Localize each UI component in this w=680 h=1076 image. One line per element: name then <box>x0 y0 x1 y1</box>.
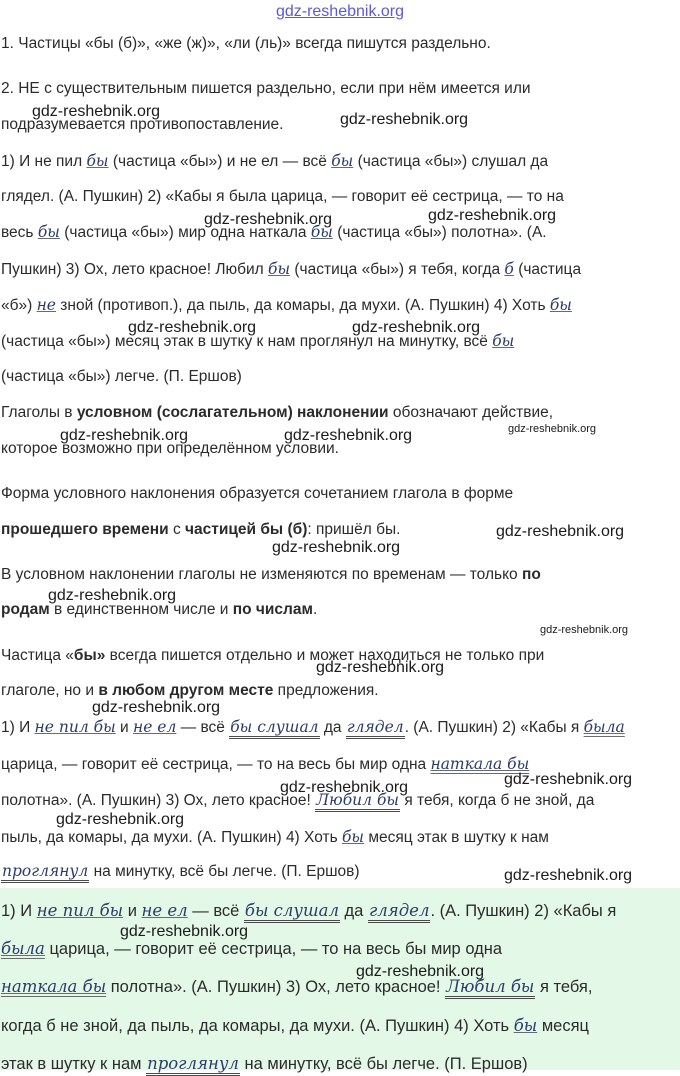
predicate: проглянул <box>1 862 89 883</box>
text: зной (противоп.), да пыль, да комары, да мухи. (А. Пушкин) 4) Хоть <box>55 297 550 314</box>
text: : пришёл бы. <box>307 521 401 538</box>
answer-line-3 <box>1 977 592 999</box>
example-1-line-4 <box>1 259 581 280</box>
answer-line-2 <box>1 939 502 959</box>
watermark: gdz-reshebnik.org <box>540 624 629 636</box>
term-bold: в любом другом месте <box>98 682 274 699</box>
example-2-line-2 <box>1 754 529 775</box>
watermark: gdz-reshebnik.org <box>280 779 409 796</box>
text: (частица «бы») слушал да <box>353 153 549 170</box>
text: да <box>319 719 346 736</box>
form-paragraph-line-2 <box>1 520 400 540</box>
predicate: наткала бы <box>1 977 107 996</box>
particle-by: бы <box>341 828 365 846</box>
watermark: gdz-reshebnik.org <box>56 811 185 828</box>
text: (частица «бы») и не ел — всё <box>108 153 332 170</box>
text: пыль, да комары, да мухи. (А. Пушкин) 4) Хоть <box>1 829 342 846</box>
answer-line-5 <box>1 1054 528 1076</box>
predicate: была <box>583 718 625 736</box>
text: глаголе, но и <box>1 682 99 699</box>
particle-by: бы <box>310 223 333 241</box>
term-bold: по числам <box>232 601 313 618</box>
text: . (А. Пушкин) 2) «Кабы я <box>430 902 617 920</box>
verbs-paragraph-line-1 <box>1 403 553 423</box>
term-bold: прошедшего времени <box>1 521 169 538</box>
text: 1) И не пил <box>1 153 87 170</box>
text: (частица «бы») я тебя, когда <box>290 261 505 278</box>
particle-by: бы <box>492 332 515 350</box>
site-link[interactable]: gdz-reshebnik.org <box>275 3 405 20</box>
text: я тебя, <box>535 978 593 996</box>
text: Глаголы в <box>1 404 77 421</box>
predicate: Любил бы <box>445 978 535 999</box>
watermark: gdz-reshebnik.org <box>204 211 333 228</box>
text: царица, — говорит её сестрица, — то на весь бы мир одна <box>44 940 503 958</box>
predicate: не пил бы <box>34 718 116 736</box>
particle-paragraph-line-1 <box>1 646 544 666</box>
watermark: gdz-reshebnik.org <box>272 539 401 556</box>
example-1-line-2: глядел. (А. Пушкин) 2) «Кабы я была царица, — говорит её сестрица, — то на <box>1 188 564 205</box>
text: . (А. Пушкин) 2) «Кабы я <box>404 719 584 736</box>
predicate: наткала бы <box>430 755 530 773</box>
text: (частица <box>513 261 582 278</box>
text: обозначают действие, <box>388 404 554 421</box>
example-2-line-1 <box>1 717 625 739</box>
rule-2-line-1: 2. НЕ с существительным пишется раздельно, если при нём имеется или <box>1 80 531 97</box>
text: в единственном числе и <box>49 601 233 618</box>
particle-by: бы <box>37 223 60 241</box>
example-1-line-1 <box>1 151 548 172</box>
text: месяц этак в шутку к нам <box>364 829 549 846</box>
text: Пушкин) 3) Ох, лето красное! Любил <box>1 261 268 278</box>
particle-by: бы <box>549 296 572 314</box>
text: В условном наклонении глаголы не изменяются по временам — только <box>1 566 522 583</box>
watermark: gdz-reshebnik.org <box>428 207 557 224</box>
text: 1) И <box>1 719 35 736</box>
term-bold: условном (сослагательном) наклонении <box>76 404 389 421</box>
watermark: gdz-reshebnik.org <box>92 699 221 716</box>
predicate: не ел <box>132 718 177 736</box>
text: 1) И <box>1 902 37 920</box>
particle-b: б <box>504 260 514 278</box>
example-1-line-7: (частица «бы») легче. (П. Ершов) <box>1 368 242 385</box>
rule-1: 1. Частицы «бы (б)», «же (ж)», «ли (ль)» всегда пишутся раздельно. <box>1 35 491 52</box>
text: царица, — говорит её сестрица, — то на весь бы мир одна <box>1 756 431 773</box>
text: всегда пишется отдельно и может находиться не только при <box>105 647 545 664</box>
text: с <box>168 521 186 538</box>
text: Частица « <box>1 647 74 664</box>
predicate: бы слушал <box>244 902 340 923</box>
term-bold: бы» <box>73 647 106 664</box>
text: . <box>312 601 318 618</box>
text: (частица «бы») полотна». (А. <box>332 224 547 241</box>
watermark: gdz-reshebnik.org <box>128 319 257 336</box>
predicate: глядел <box>368 902 431 923</box>
text: — всё <box>176 719 230 736</box>
watermark: gdz-reshebnik.org <box>60 427 189 444</box>
predicate: проглянул <box>146 1055 240 1076</box>
form-paragraph-line-1: Форма условного наклонения образуется сочетанием глагола в форме <box>1 485 514 502</box>
watermark: gdz-reshebnik.org <box>356 963 485 980</box>
watermark: gdz-reshebnik.org <box>316 659 445 676</box>
text: и <box>123 902 142 920</box>
example-1-line-5 <box>1 295 572 316</box>
text: этак в шутку к нам <box>1 1055 147 1073</box>
watermark: gdz-reshebnik.org <box>284 427 413 444</box>
text: я тебя, когда б не зной, да <box>400 792 595 809</box>
watermark: gdz-reshebnik.org <box>504 867 633 884</box>
text: на минутку, всё бы легче. (П. Ершов) <box>89 863 360 880</box>
predicate: не пил бы <box>36 901 124 920</box>
particle-ne: не <box>36 296 56 314</box>
watermark: gdz-reshebnik.org <box>496 523 625 540</box>
watermark: gdz-reshebnik.org <box>120 923 249 940</box>
text: когда б не зной, да пыль, да комары, да мухи. (А. Пушкин) 4) Хоть <box>1 1017 514 1035</box>
text: да <box>339 902 368 920</box>
term-bold: родам <box>1 601 50 618</box>
predicate: глядел <box>346 718 405 739</box>
answer-line-1 <box>1 901 616 923</box>
text: весь <box>1 224 38 241</box>
watermark: gdz-reshebnik.org <box>352 319 481 336</box>
text: «б») <box>1 297 37 314</box>
change-paragraph-line-1 <box>1 565 541 585</box>
predicate: бы слушал <box>229 718 319 739</box>
watermark: gdz-reshebnik.org <box>340 111 469 128</box>
text: на минутку, всё бы легче. (П. Ершов) <box>239 1055 528 1073</box>
verbs-paragraph-line-2: которое возможно при определённом условии. <box>1 440 339 457</box>
watermark: gdz-reshebnik.org <box>48 587 177 604</box>
watermark: gdz-reshebnik.org <box>504 771 633 788</box>
text: полотна». (А. Пушкин) 3) Ох, лето красное! <box>106 978 446 996</box>
predicate: Любил бы <box>315 791 400 812</box>
answer-line-4 <box>1 1016 589 1036</box>
particle-by: бы <box>268 260 291 278</box>
watermark: gdz-reshebnik.org <box>508 423 597 435</box>
text: и <box>115 719 133 736</box>
term-bold: частицей бы (б) <box>185 521 308 538</box>
text: — всё <box>187 902 244 920</box>
watermark: gdz-reshebnik.org <box>32 103 161 120</box>
particle-by: бы <box>86 152 109 170</box>
text: месяц <box>537 1017 589 1035</box>
particle-by: бы <box>513 1016 538 1035</box>
predicate: не ел <box>141 901 188 920</box>
term-bold: по <box>521 566 541 583</box>
rule-2-line-2: подразумевается противопоставление. <box>1 116 284 133</box>
particle-paragraph-line-2 <box>1 681 379 701</box>
example-2-line-5 <box>1 862 360 883</box>
predicate: была <box>1 939 45 958</box>
text: (частица «бы») мир одна наткала <box>59 224 311 241</box>
particle-by: бы <box>331 152 354 170</box>
text: (частица «бы») месяц этак в шутку к нам проглянул на минутку, всё <box>1 333 493 350</box>
example-2-line-4 <box>1 827 549 848</box>
text: полотна». (А. Пушкин) 3) Ох, лето красное! <box>1 792 316 809</box>
text: предложения. <box>273 682 379 699</box>
